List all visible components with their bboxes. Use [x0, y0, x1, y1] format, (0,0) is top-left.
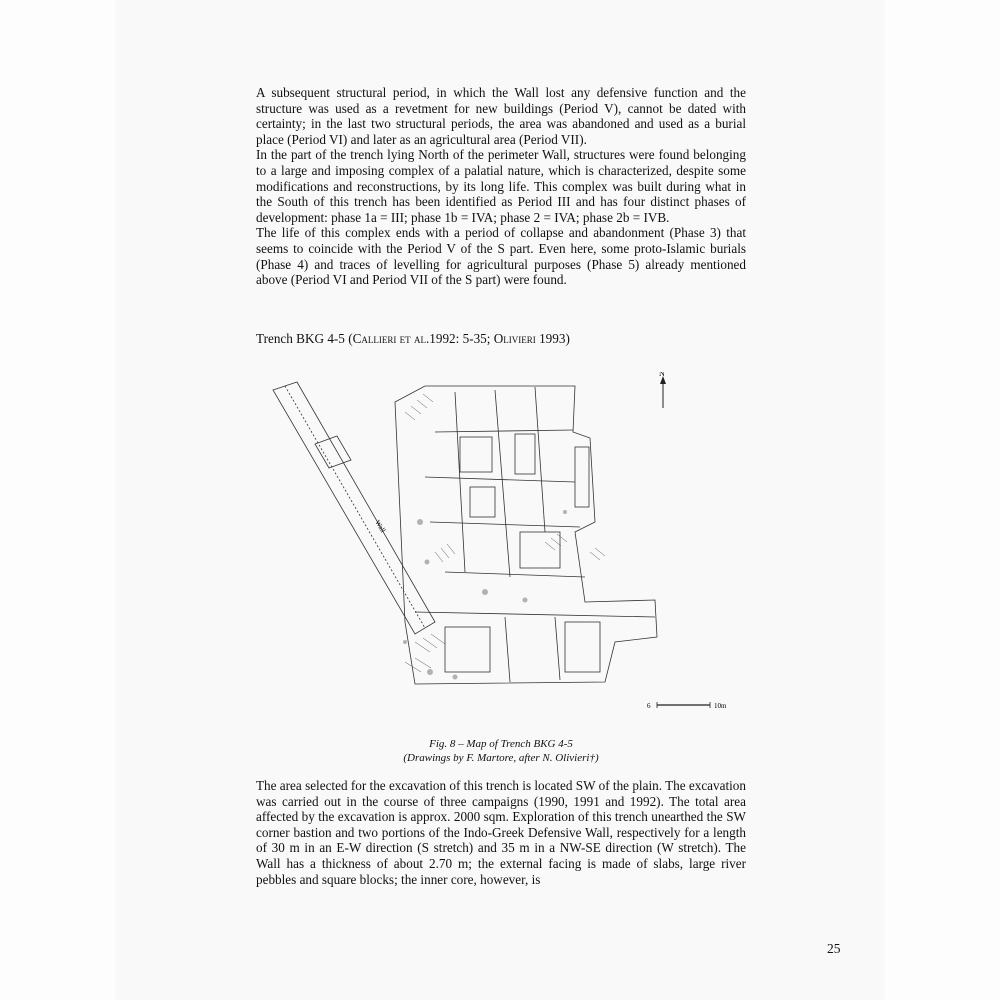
scale-bar [647, 702, 727, 710]
reference-author: Olivieri [493, 331, 536, 346]
scale-label-left: 6 [647, 702, 651, 710]
defensive-wall-outline [273, 382, 435, 634]
bastion-outline [315, 436, 351, 468]
paragraph: A subsequent structural period, in which the Wall lost any defensive function and the structure was used as a revetment for new buildings (Period V), cannot be dated with certainty; in the last two structural periods, the area was abandoned and used as a burial place (Period VI) and later as an agricultural area (Period VII). [256, 85, 746, 147]
page-number: 25 [827, 941, 841, 956]
figure-caption [256, 737, 746, 765]
trench-map-figure [255, 372, 750, 722]
heading-prefix: Trench BKG 4-5 ( [256, 331, 353, 346]
caption-line: (Drawings by F. Martore, after N. Olivieri†) [403, 752, 599, 764]
section-heading [256, 331, 570, 347]
wall-label: Wall [373, 518, 388, 535]
reference-detail: 1992: 5-35; [429, 331, 494, 346]
svg-text:N: N [659, 372, 665, 378]
text-block-top [256, 85, 746, 288]
reference-author: Callieri et al. [352, 331, 430, 346]
scale-label-right: 10m [714, 702, 727, 710]
text-block-bottom [256, 778, 746, 887]
caption-line: Fig. 8 – Map of Trench BKG 4-5 [429, 738, 573, 750]
reference-detail: 1993) [535, 331, 570, 346]
paragraph: The life of this complex ends with a period of collapse and abandonment (Phase 3) that seems to coincide with the Period V of the S part. Even here, some proto-Islamic burials (Phase 4) and traces of levelling for agricultural purposes (Phase 5) already mentioned above (Period VI and Period VII of the S part) were found. [256, 225, 746, 288]
north-arrow-icon [659, 372, 666, 408]
paragraph: In the part of the trench lying North of the perimeter Wall, structures were found belonging to a large and imposing complex of a palatial nature, which is characterized, despite some modifications and reconstructions, by its long life. This complex was built during what in the South of this trench has been identified as Period III and has four distinct phases of development: phase 1a = III; phase 1b = IVA; phase 2 = IVA; phase 2b = IVB. [256, 147, 746, 225]
trench-map [255, 372, 750, 722]
paragraph: The area selected for the excavation of this trench is located SW of the plain. The excavation was carried out in the course of three campaigns (1990, 1991 and 1992). The total area affected by the excavation is approx. 2000 sqm. Exploration of this trench unearthed the SW corner bastion and two portions of the Indo-Greek Defensive Wall, respectively for a length of 30 m in an E-W direction (S stretch) and 35 m in a NW-SE direction (W stretch). The Wall has a thickness of about 2.70 m; the external facing is made of slabs, large river pebbles and square blocks; the inner core, however, is [256, 778, 746, 887]
